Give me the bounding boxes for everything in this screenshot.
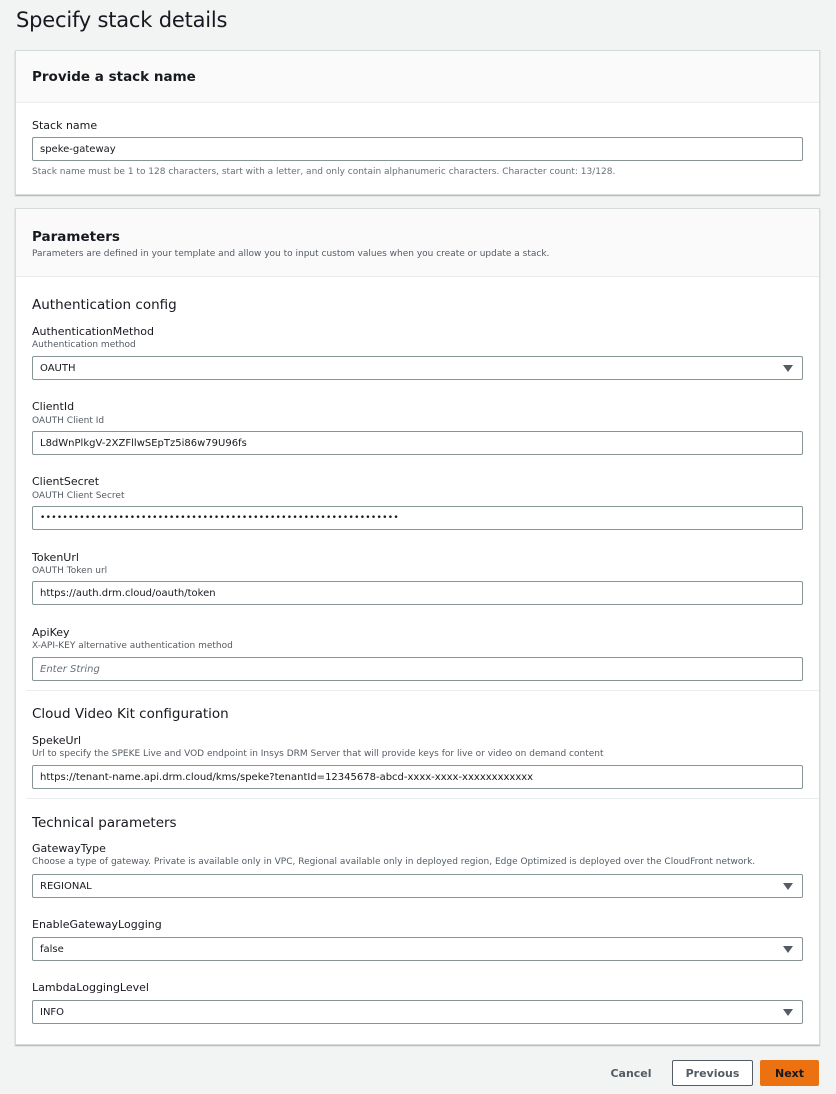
stack-name-panel-title: Provide a stack name — [32, 69, 196, 85]
api-key-input[interactable]: Enter String — [32, 657, 803, 681]
page-title: Specify stack details — [16, 8, 228, 32]
caret-down-icon — [783, 365, 793, 372]
client-secret-input[interactable]: •••••••••••••••••••••••••••••••••••••••••••••••••••••••••••••••• — [32, 506, 803, 530]
speke-url-label: SpekeUrl — [32, 734, 82, 747]
client-secret-sublabel: OAUTH Client Secret — [32, 491, 125, 501]
token-url-label: TokenUrl — [32, 551, 79, 564]
speke-url-sublabel: Url to specify the SPEKE Live and VOD endpoint in Insys DRM Server that will provide keys for live or video on demand content — [32, 749, 604, 759]
api-key-sublabel: X-API-KEY alternative authentication method — [32, 641, 233, 651]
cancel-button[interactable]: Cancel — [610, 1066, 652, 1080]
client-id-sublabel: OAUTH Client Id — [32, 416, 105, 426]
token-url-sublabel: OAUTH Token url — [32, 566, 108, 576]
gateway-logging-label: EnableGatewayLogging — [32, 918, 162, 931]
caret-down-icon — [783, 883, 793, 890]
stack-name-panel — [15, 50, 820, 195]
gateway-type-label: GatewayType — [32, 842, 106, 855]
auth-method-select[interactable] — [32, 356, 803, 380]
section-divider — [26, 690, 819, 691]
parameters-panel-description: Parameters are defined in your template and allow you to input custom values when you create or update a stack. — [32, 249, 550, 259]
gateway-logging-value: false — [40, 943, 64, 955]
token-url-input[interactable]: https://auth.drm.cloud/oauth/token — [32, 581, 803, 605]
auth-method-label: AuthenticationMethod — [32, 325, 155, 338]
auth-method-value: OAUTH — [40, 362, 76, 374]
lambda-logging-label: LambdaLoggingLevel — [32, 981, 149, 994]
client-secret-label: ClientSecret — [32, 475, 100, 488]
gateway-type-select[interactable] — [32, 874, 803, 898]
stack-name-panel-header — [16, 51, 819, 103]
next-button[interactable]: Next — [760, 1060, 819, 1086]
caret-down-icon — [783, 1009, 793, 1016]
lambda-logging-select[interactable] — [32, 1000, 803, 1024]
client-id-label: ClientId — [32, 400, 75, 413]
gateway-logging-select[interactable] — [32, 937, 803, 961]
client-id-input[interactable]: L8dWnPlkgV-2XZFllwSEpTz5i86w79U96fs — [32, 431, 803, 455]
stack-name-label: Stack name — [32, 119, 98, 132]
previous-button[interactable]: Previous — [672, 1060, 753, 1086]
auth-section-title: Authentication config — [32, 297, 177, 313]
gateway-type-sublabel: Choose a type of gateway. Private is available only in VPC, Regional available only in deployed region, Edge Optimized is deployed over the CloudFront network. — [32, 857, 756, 867]
stack-name-input[interactable]: speke-gateway — [32, 137, 803, 161]
auth-method-sublabel: Authentication method — [32, 340, 136, 350]
caret-down-icon — [783, 946, 793, 953]
section-divider — [26, 798, 819, 799]
parameters-panel-header — [16, 209, 819, 277]
lambda-logging-value: INFO — [40, 1006, 65, 1018]
parameters-panel-title: Parameters — [32, 229, 120, 245]
api-key-label: ApiKey — [32, 626, 70, 639]
cvk-section-title: Cloud Video Kit configuration — [32, 706, 229, 722]
gateway-type-value: REGIONAL — [40, 880, 92, 892]
tech-section-title: Technical parameters — [32, 815, 177, 831]
stack-name-hint: Stack name must be 1 to 128 characters, start with a letter, and only contain alphanumeric characters. Character count: 13/128. — [32, 167, 616, 177]
parameters-panel — [15, 208, 820, 1045]
speke-url-input[interactable]: https://tenant-name.api.drm.cloud/kms/speke?tenantId=12345678-abcd-xxxx-xxxx-xxxxxxxxxxxx — [32, 765, 803, 789]
